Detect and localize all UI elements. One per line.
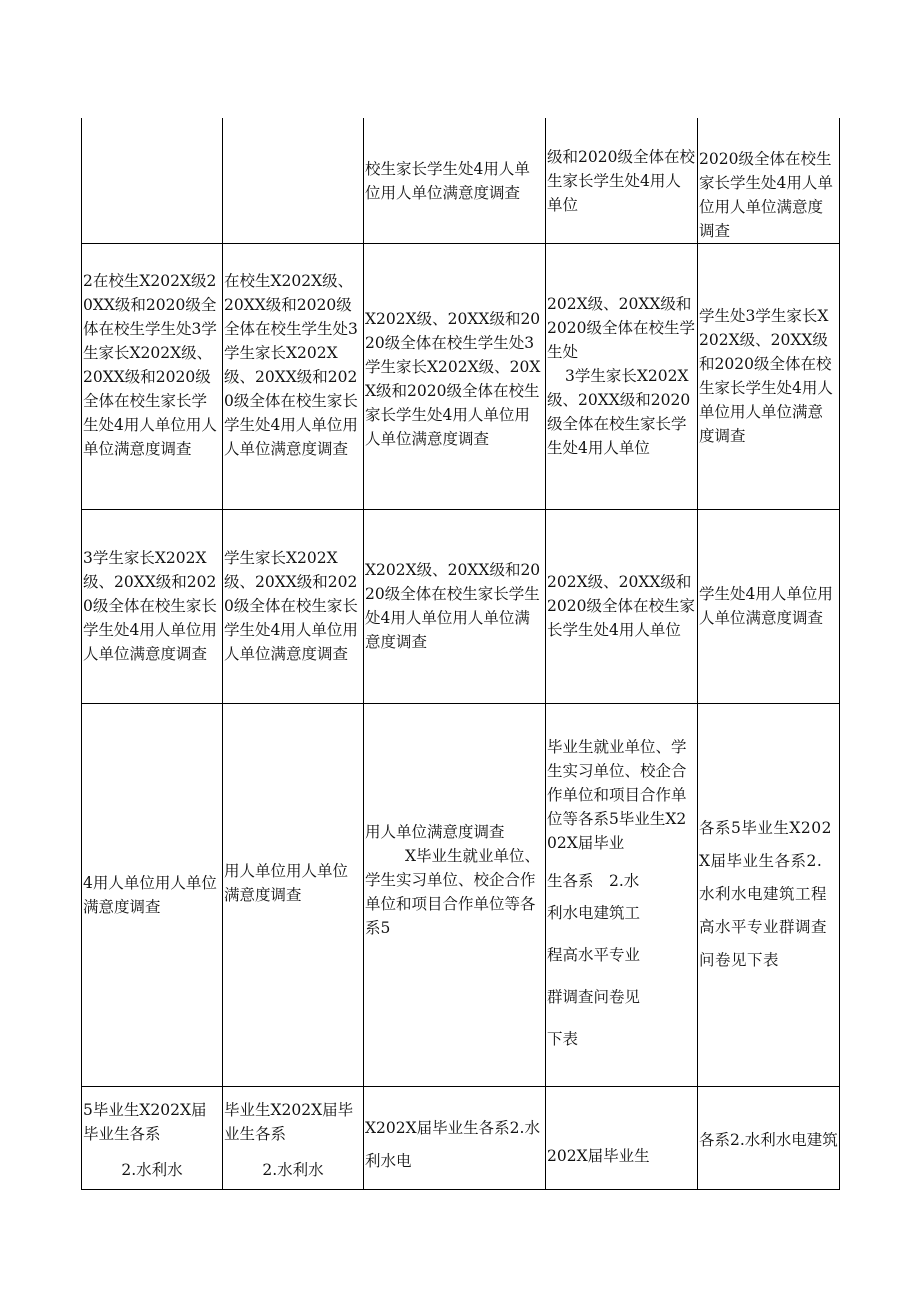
cell-text: 5毕业生X202X届毕业生各系: [83, 1100, 207, 1143]
cell-text: 3学生家长X202X级、20XX级和2020级全体在校生家长学生处4用人单位: [547, 367, 691, 457]
cell-text: 学生家长X202X级、20XX级和2020级全体在校生家长学生处4用人单位用人单位满意度调查: [224, 549, 358, 663]
table-row: [82, 1086, 840, 1189]
cell-r4c3: [364, 703, 546, 1086]
cell-r5c4: [546, 1086, 698, 1189]
table-row: [82, 703, 840, 1086]
cell-text: 学生处4用人单位用人单位满意度调查: [699, 585, 833, 627]
cell-r4c5: [698, 703, 840, 1086]
cell-r2c1: [82, 243, 223, 509]
cell-r4c2: [223, 703, 364, 1086]
cell-text: 在校生X202X级、20XX级和2020级全体在校生学生处3学生家长X202X级、20XX级和2020级全体在校生家长学生处4用人单位用人单位满意度调查: [224, 272, 358, 458]
cell-r2c4: [546, 243, 698, 509]
cell-text: 程高水平专业: [547, 945, 641, 964]
cell-r2c3: [364, 243, 546, 509]
cell-r5c5: [698, 1086, 840, 1189]
cell-text: X202X级、20XX级和2020级全体在校生家长学生处4用人单位用人单位满意度调查: [365, 561, 541, 651]
cell-text: 毕业生X202X届毕业生各系: [224, 1100, 354, 1143]
cell-r5c2: [223, 1086, 364, 1189]
cell-text: 2.水利水: [121, 1160, 183, 1179]
cell-text: 用人单位满意度调查: [365, 822, 505, 841]
cell-r1c3: [364, 118, 546, 243]
cell-text: 4用人单位用人单位满意度调查: [83, 873, 217, 916]
cell-r1c4: [546, 118, 698, 243]
cell-r2c5: [698, 243, 840, 509]
cell-text: 校生家长学生处4用人单位用人单位满意度调查: [365, 159, 530, 202]
cell-r5c3: [364, 1086, 546, 1189]
cell-text: X202X级、20XX级和2020级全体在校生学生处3学生家长X202X级、20XX级和2020级全体在校生家长学生处4用人单位用人单位满意度调查: [365, 310, 541, 448]
cell-text: 下表: [547, 1029, 579, 1048]
cell-r1c5: [698, 118, 840, 243]
cell-r1c1: [82, 118, 223, 243]
cell-text: 202X级、20XX级和2020级全体在校生家长学生处4用人单位: [547, 573, 695, 639]
cell-r1c2: [223, 118, 364, 243]
cell-text: X202X届毕业生各系2.水利水电: [365, 1118, 540, 1170]
cell-text: 2.水利水: [262, 1160, 324, 1179]
cell-r4c4: [546, 703, 698, 1086]
cell-text: 毕业生就业单位、学生实习单位、校企合作单位和项目合作单位等各系5毕业生X202X届毕业: [547, 737, 687, 852]
cell-r4c1: [82, 703, 223, 1086]
table-row: [82, 509, 840, 703]
cell-text: 学生处3学生家长X202X级、20XX级和2020级全体在校生家长学生处4用人单位用人单位满意度调查: [699, 307, 833, 445]
table-row: [82, 118, 840, 243]
cell-r3c4: [546, 509, 698, 703]
cell-text: 用人单位用人单位满意度调查: [224, 861, 349, 904]
cell-text: 各系5毕业生X202X届毕业生各系2.水利水电建筑工程高水平专业群调查问卷见下表: [699, 819, 832, 969]
cell-text: 群调查问卷见: [547, 987, 641, 1006]
cell-r3c1: [82, 509, 223, 703]
cell-text: 生各系 2.水: [547, 871, 640, 890]
cell-r3c2: [223, 509, 364, 703]
cell-r5c1: [82, 1086, 223, 1189]
cell-r3c3: [364, 509, 546, 703]
cell-text: 202X届毕业生: [547, 1146, 650, 1165]
cell-r2c2: [223, 243, 364, 509]
cell-text: 2020级全体在校生家长学生处4用人单位用人单位满意度调查: [699, 149, 833, 240]
cell-text: 级和2020级全体在校生家长学生处4用人单位: [547, 147, 695, 214]
cell-text: 3学生家长X202X级、20XX级和2020级全体在校生家长学生处4用人单位用人单位满意度调查: [83, 549, 217, 663]
cell-text: 各系2.水利水电建筑: [699, 1131, 838, 1149]
cell-text: 2在校生X202X级20XX级和2020级全体在校生学生处3学生家长X202X级、20XX级和2020级全体在校生家长学生处4用人单位用人单位满意度调查: [83, 272, 217, 458]
cell-text: 利水电建筑工: [547, 903, 641, 922]
cell-text: 202X级、20XX级和2020级全体在校生学生处: [547, 295, 695, 361]
cell-text: X毕业生就业单位、学生实习单位、校企合作单位和项目合作单位等各系5: [365, 846, 541, 937]
survey-table: [81, 118, 840, 1190]
table-row: [82, 243, 840, 509]
cell-r3c5: [698, 509, 840, 703]
